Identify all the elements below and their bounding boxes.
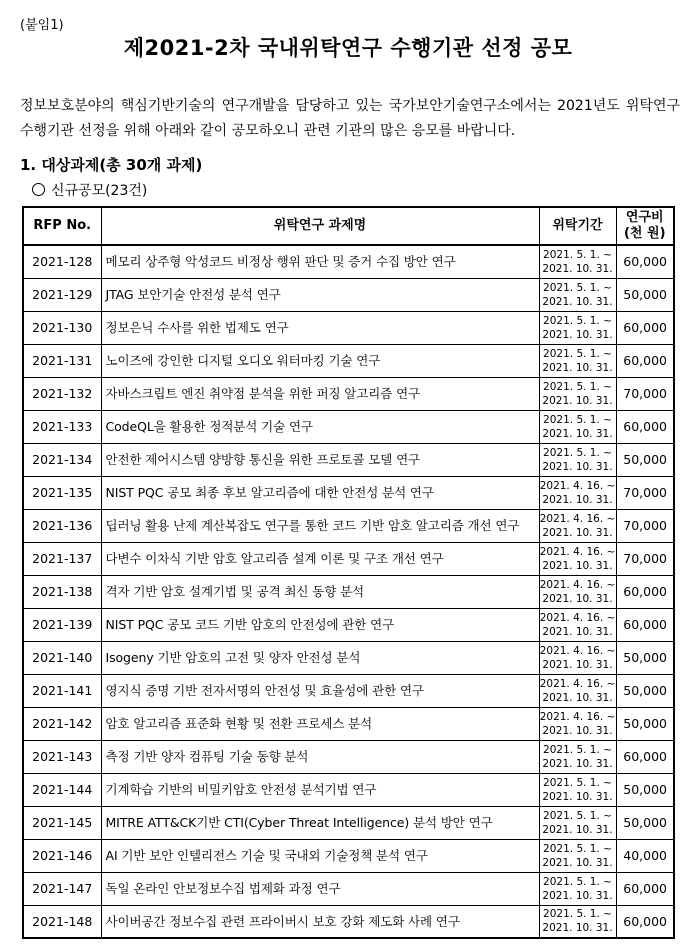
period-cell <box>539 707 616 740</box>
table-row <box>23 410 674 443</box>
table-row <box>23 575 674 608</box>
project-title: Isogeny 기반 암호의 고전 및 양자 안전성 분석 <box>101 641 539 674</box>
budget-amount: 60,000 <box>616 410 674 443</box>
table-row <box>23 278 674 311</box>
rfp-number: 2021-131 <box>23 344 101 377</box>
period-start: 2021. 4. 16. ~ <box>539 710 616 723</box>
table-row <box>23 872 674 905</box>
project-title: NIST PQC 공모 최종 후보 알고리즘에 대한 안전성 분석 연구 <box>101 476 539 509</box>
period-start: 2021. 5. 1. ~ <box>543 842 612 855</box>
project-title: 사이버공간 정보수집 관련 프라이버시 보호 강화 제도화 사례 연구 <box>101 905 539 938</box>
budget-amount: 50,000 <box>616 707 674 740</box>
period-end: 2021. 10. 31. <box>542 427 613 440</box>
project-title: AI 기반 보안 인텔리전스 기술 및 국내외 기술정책 분석 연구 <box>101 839 539 872</box>
project-table <box>22 206 675 939</box>
period-cell <box>539 872 616 905</box>
period-start: 2021. 4. 16. ~ <box>539 479 616 492</box>
period-end: 2021. 10. 31. <box>542 724 613 737</box>
period-start: 2021. 5. 1. ~ <box>543 875 612 888</box>
period-start: 2021. 5. 1. ~ <box>543 446 612 459</box>
project-title: 독일 온라인 안보정보수집 법제화 과정 연구 <box>101 872 539 905</box>
project-title: 메모리 상주형 악성코드 비정상 행위 판단 및 증거 수집 방안 연구 <box>101 245 539 278</box>
header-title: 위탁연구 과제명 <box>101 207 539 245</box>
header-budget-line1: 연구비 <box>625 210 664 225</box>
rfp-number: 2021-136 <box>23 509 101 542</box>
period-cell <box>539 509 616 542</box>
period-start: 2021. 5. 1. ~ <box>543 809 612 822</box>
project-title: NIST PQC 공모 코드 기반 암호의 안전성에 관한 연구 <box>101 608 539 641</box>
table-row <box>23 245 674 278</box>
period-cell <box>539 905 616 938</box>
project-title: 딥러닝 활용 난제 계산복잡도 연구를 통한 코드 기반 암호 알고리즘 개선 연구 <box>101 509 539 542</box>
period-end: 2021. 10. 31. <box>542 889 613 902</box>
period-cell <box>539 806 616 839</box>
subsection-label: 신규공모(23건) <box>51 183 148 199</box>
budget-amount: 70,000 <box>616 542 674 575</box>
budget-amount: 50,000 <box>616 806 674 839</box>
attachment-label: (붙임1) <box>20 18 64 33</box>
period-cell <box>539 410 616 443</box>
period-end: 2021. 10. 31. <box>542 262 613 275</box>
period-start: 2021. 4. 16. ~ <box>539 611 616 624</box>
header-budget-line2: (천 원) <box>623 226 666 241</box>
project-title: 노이즈에 강인한 디지털 오디오 워터마킹 기술 연구 <box>101 344 539 377</box>
project-title: 다변수 이차식 기반 암호 알고리즘 설계 이론 및 구조 개선 연구 <box>101 542 539 575</box>
budget-amount: 60,000 <box>616 245 674 278</box>
rfp-number: 2021-144 <box>23 773 101 806</box>
table-row <box>23 542 674 575</box>
budget-amount: 50,000 <box>616 674 674 707</box>
subsection-heading <box>32 180 147 200</box>
project-title: MITRE ATT&CK기반 CTI(Cyber Threat Intelligence) 분석 방안 연구 <box>101 806 539 839</box>
header-rfp-no: RFP No. <box>23 207 101 245</box>
period-cell <box>539 344 616 377</box>
period-cell <box>539 377 616 410</box>
intro-paragraph: 정보보호분야의 핵심기반기술의 연구개발을 담당하고 있는 국가보안기술연구소에서는 2021년도 위탁연구 수행기관 선정을 위해 아래와 같이 공모하오니 관련 기관의 많은 응모를 바랍니다. <box>20 98 680 139</box>
period-cell <box>539 278 616 311</box>
budget-amount: 50,000 <box>616 443 674 476</box>
period-end: 2021. 10. 31. <box>542 394 613 407</box>
table-row <box>23 674 674 707</box>
period-start: 2021. 5. 1. ~ <box>543 281 612 294</box>
table-row <box>23 740 674 773</box>
period-end: 2021. 10. 31. <box>542 691 613 704</box>
period-start: 2021. 5. 1. ~ <box>543 347 612 360</box>
period-end: 2021. 10. 31. <box>542 757 613 770</box>
period-end: 2021. 10. 31. <box>542 526 613 539</box>
period-end: 2021. 10. 31. <box>542 493 613 506</box>
period-cell <box>539 245 616 278</box>
rfp-number: 2021-143 <box>23 740 101 773</box>
period-cell <box>539 674 616 707</box>
period-start: 2021. 5. 1. ~ <box>543 776 612 789</box>
budget-amount: 60,000 <box>616 344 674 377</box>
budget-amount: 60,000 <box>616 872 674 905</box>
period-end: 2021. 10. 31. <box>542 559 613 572</box>
rfp-number: 2021-138 <box>23 575 101 608</box>
rfp-number: 2021-141 <box>23 674 101 707</box>
table-row <box>23 377 674 410</box>
project-title: 자바스크립트 엔진 취약점 분석을 위한 퍼징 알고리즘 연구 <box>101 377 539 410</box>
rfp-number: 2021-146 <box>23 839 101 872</box>
table-row <box>23 509 674 542</box>
period-cell <box>539 575 616 608</box>
period-end: 2021. 10. 31. <box>542 295 613 308</box>
period-cell <box>539 740 616 773</box>
period-end: 2021. 10. 31. <box>542 856 613 869</box>
budget-amount: 40,000 <box>616 839 674 872</box>
period-start: 2021. 5. 1. ~ <box>543 908 612 921</box>
period-end: 2021. 10. 31. <box>542 460 613 473</box>
rfp-number: 2021-147 <box>23 872 101 905</box>
budget-amount: 70,000 <box>616 476 674 509</box>
table-row <box>23 641 674 674</box>
budget-amount: 60,000 <box>616 575 674 608</box>
budget-amount: 50,000 <box>616 773 674 806</box>
rfp-number: 2021-137 <box>23 542 101 575</box>
header-budget <box>616 207 674 245</box>
rfp-number: 2021-148 <box>23 905 101 938</box>
rfp-number: 2021-140 <box>23 641 101 674</box>
project-title: 안전한 제어시스템 양방향 통신을 위한 프로토콜 모델 연구 <box>101 443 539 476</box>
table-row <box>23 608 674 641</box>
project-title: JTAG 보안기술 안전성 분석 연구 <box>101 278 539 311</box>
rfp-number: 2021-133 <box>23 410 101 443</box>
rfp-number: 2021-135 <box>23 476 101 509</box>
period-start: 2021. 4. 16. ~ <box>539 578 616 591</box>
project-title: CodeQL을 활용한 정적분석 기술 연구 <box>101 410 539 443</box>
period-start: 2021. 5. 1. ~ <box>543 248 612 261</box>
circle-bullet-icon <box>32 183 45 196</box>
period-start: 2021. 4. 16. ~ <box>539 512 616 525</box>
period-end: 2021. 10. 31. <box>542 328 613 341</box>
period-cell <box>539 608 616 641</box>
period-end: 2021. 10. 31. <box>542 922 613 935</box>
period-start: 2021. 4. 16. ~ <box>539 644 616 657</box>
period-start: 2021. 5. 1. ~ <box>543 743 612 756</box>
rfp-number: 2021-129 <box>23 278 101 311</box>
period-cell <box>539 443 616 476</box>
budget-amount: 60,000 <box>616 740 674 773</box>
budget-amount: 70,000 <box>616 509 674 542</box>
project-title: 암호 알고리즘 표준화 현황 및 전환 프로세스 분석 <box>101 707 539 740</box>
period-start: 2021. 4. 16. ~ <box>539 677 616 690</box>
table-row <box>23 476 674 509</box>
period-start: 2021. 5. 1. ~ <box>543 314 612 327</box>
rfp-number: 2021-139 <box>23 608 101 641</box>
period-end: 2021. 10. 31. <box>542 823 613 836</box>
period-end: 2021. 10. 31. <box>542 361 613 374</box>
page-title: 제2021-2차 국내위탁연구 수행기관 선정 공모 <box>123 36 573 60</box>
table-row <box>23 806 674 839</box>
budget-amount: 70,000 <box>616 377 674 410</box>
budget-amount: 50,000 <box>616 641 674 674</box>
period-end: 2021. 10. 31. <box>542 658 613 671</box>
budget-amount: 60,000 <box>616 905 674 938</box>
period-cell <box>539 311 616 344</box>
budget-amount: 60,000 <box>616 608 674 641</box>
rfp-number: 2021-142 <box>23 707 101 740</box>
period-end: 2021. 10. 31. <box>542 625 613 638</box>
period-end: 2021. 10. 31. <box>542 790 613 803</box>
project-title: 영지식 증명 기반 전자서명의 안전성 및 효율성에 관한 연구 <box>101 674 539 707</box>
table-row <box>23 443 674 476</box>
period-cell <box>539 476 616 509</box>
table-row <box>23 905 674 938</box>
table-row <box>23 773 674 806</box>
rfp-number: 2021-128 <box>23 245 101 278</box>
rfp-number: 2021-130 <box>23 311 101 344</box>
header-period: 위탁기간 <box>539 207 616 245</box>
table-row <box>23 311 674 344</box>
project-title: 격자 기반 암호 설계기법 및 공격 최신 동향 분석 <box>101 575 539 608</box>
period-end: 2021. 10. 31. <box>542 592 613 605</box>
rfp-number: 2021-145 <box>23 806 101 839</box>
budget-amount: 50,000 <box>616 278 674 311</box>
project-title: 기계학습 기반의 비밀키암호 안전성 분석기법 연구 <box>101 773 539 806</box>
table-row <box>23 344 674 377</box>
rfp-number: 2021-134 <box>23 443 101 476</box>
period-cell <box>539 773 616 806</box>
period-cell <box>539 542 616 575</box>
table-row <box>23 707 674 740</box>
project-title: 정보은닉 수사를 위한 법제도 연구 <box>101 311 539 344</box>
section-heading: 1. 대상과제(총 30개 과제) <box>20 156 203 174</box>
table-header-row <box>23 207 674 245</box>
table-body <box>23 245 674 938</box>
period-start: 2021. 4. 16. ~ <box>539 545 616 558</box>
period-start: 2021. 5. 1. ~ <box>543 380 612 393</box>
project-title: 측정 기반 양자 컴퓨팅 기술 동향 분석 <box>101 740 539 773</box>
budget-amount: 60,000 <box>616 311 674 344</box>
table-row <box>23 839 674 872</box>
period-cell <box>539 641 616 674</box>
period-cell <box>539 839 616 872</box>
period-start: 2021. 5. 1. ~ <box>543 413 612 426</box>
rfp-number: 2021-132 <box>23 377 101 410</box>
